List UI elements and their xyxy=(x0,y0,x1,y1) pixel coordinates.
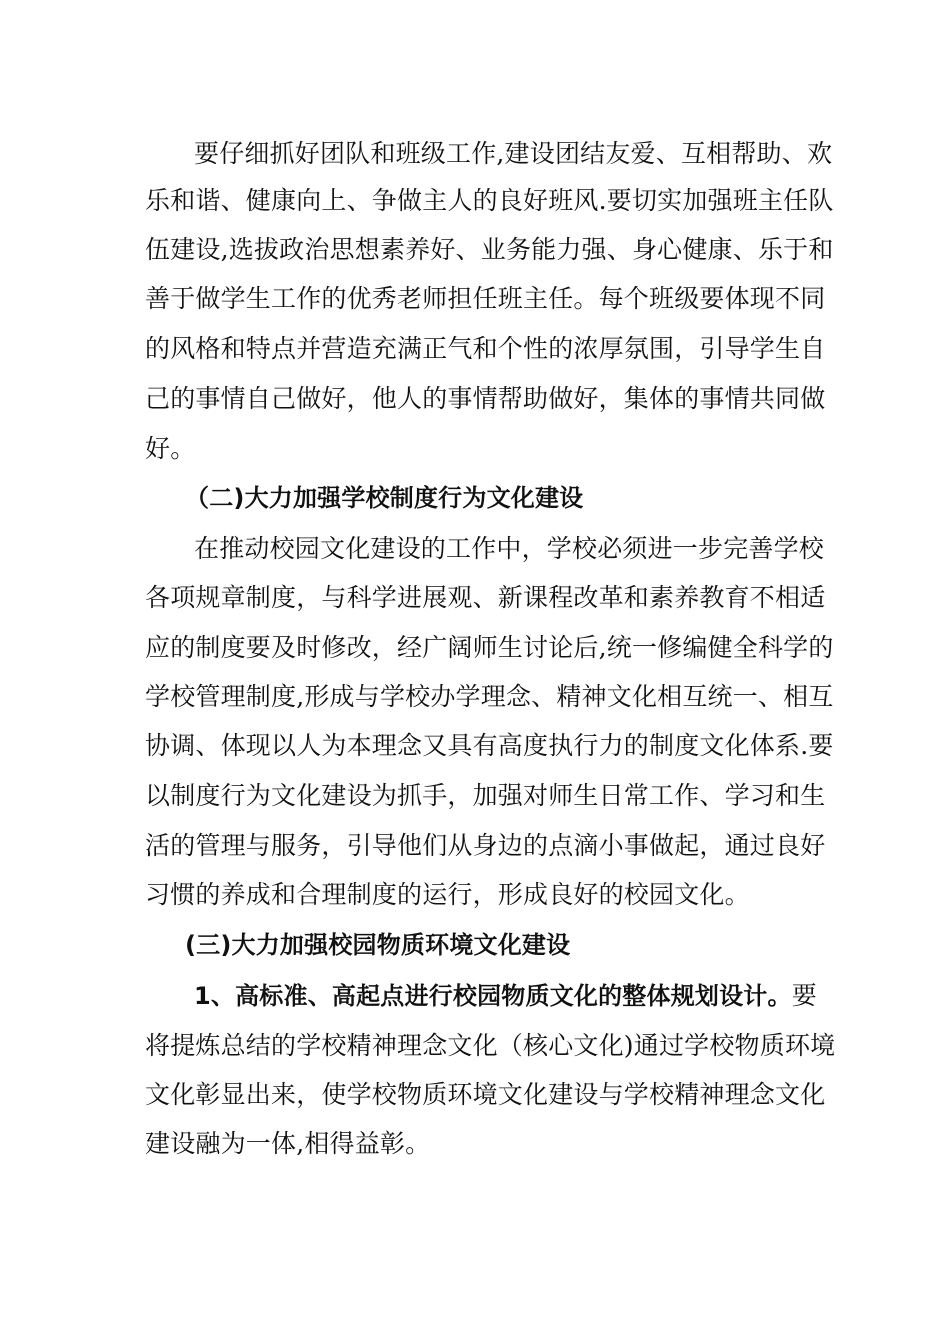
paragraph-line: 要仔细抓好团队和班级工作,建设团结友爱、互相帮助、欢 xyxy=(194,139,833,168)
paragraph-line: 学校管理制度,形成与学校办学理念、精神文化相互统一、相互 xyxy=(145,682,834,711)
paragraph-line: 好。 xyxy=(145,434,196,463)
paragraph-line: 以制度行为文化建设为抓手，加强对师生日常工作、学习和生 xyxy=(145,781,826,810)
paragraph-line: 文化彰显出来，使学校物质环境文化建设与学校精神理念文化 xyxy=(145,1080,826,1109)
paragraph-line: 在推动校园文化建设的工作中，学校必须进一步完善学校 xyxy=(194,534,825,563)
paragraph-line: 乐和谐、健康向上、争做主人的良好班风.要切实加强班主任队 xyxy=(145,186,834,215)
section-heading: (三)大力加强校园物质环境文化建设 xyxy=(185,931,571,959)
paragraph-line: 协调、体现以人为本理念又具有高度执行力的制度文化体系.要 xyxy=(145,731,834,760)
paragraph-line: 的风格和特点并营造充满正气和个性的浓厚氛围，引导学生自 xyxy=(145,334,826,363)
paragraph-line: 将提炼总结的学校精神理念文化（核心文化)通过学校物质环境 xyxy=(145,1031,836,1060)
paragraph-line: 各项规章制度，与科学进展观、新课程改革和素养教育不相适 xyxy=(145,583,826,612)
paragraph-lead-bold: 1、高标准、高起点进行校园物质文化的整体规划设计。 xyxy=(194,982,792,1010)
paragraph-line: 伍建设,选拔政治思想素养好、业务能力强、身心健康、乐于和 xyxy=(145,235,834,264)
paragraph-line: 己的事情自己做好，他人的事情帮助做好，集体的事情共同做 xyxy=(145,384,826,413)
paragraph-line: 建设融为一体,相得益彰。 xyxy=(145,1129,431,1158)
paragraph-lead-rest: 要 xyxy=(791,981,817,1010)
paragraph-line: 习惯的养成和合理制度的运行，形成良好的校园文化。 xyxy=(145,880,750,909)
paragraph-line: 应的制度要及时修改，经广阔师生讨论后,统一修编健全科学的 xyxy=(145,633,834,662)
paragraph-lead-line xyxy=(194,976,864,1016)
paragraph-line: 善于做学生工作的优秀老师担任班主任。每个班级要体现不同 xyxy=(145,284,826,313)
section-heading: （二)大力加强学校制度行为文化建设 xyxy=(185,484,584,512)
paragraph-line: 活的管理与服务，引导他们从身边的点滴小事做起，通过良好 xyxy=(145,831,826,860)
